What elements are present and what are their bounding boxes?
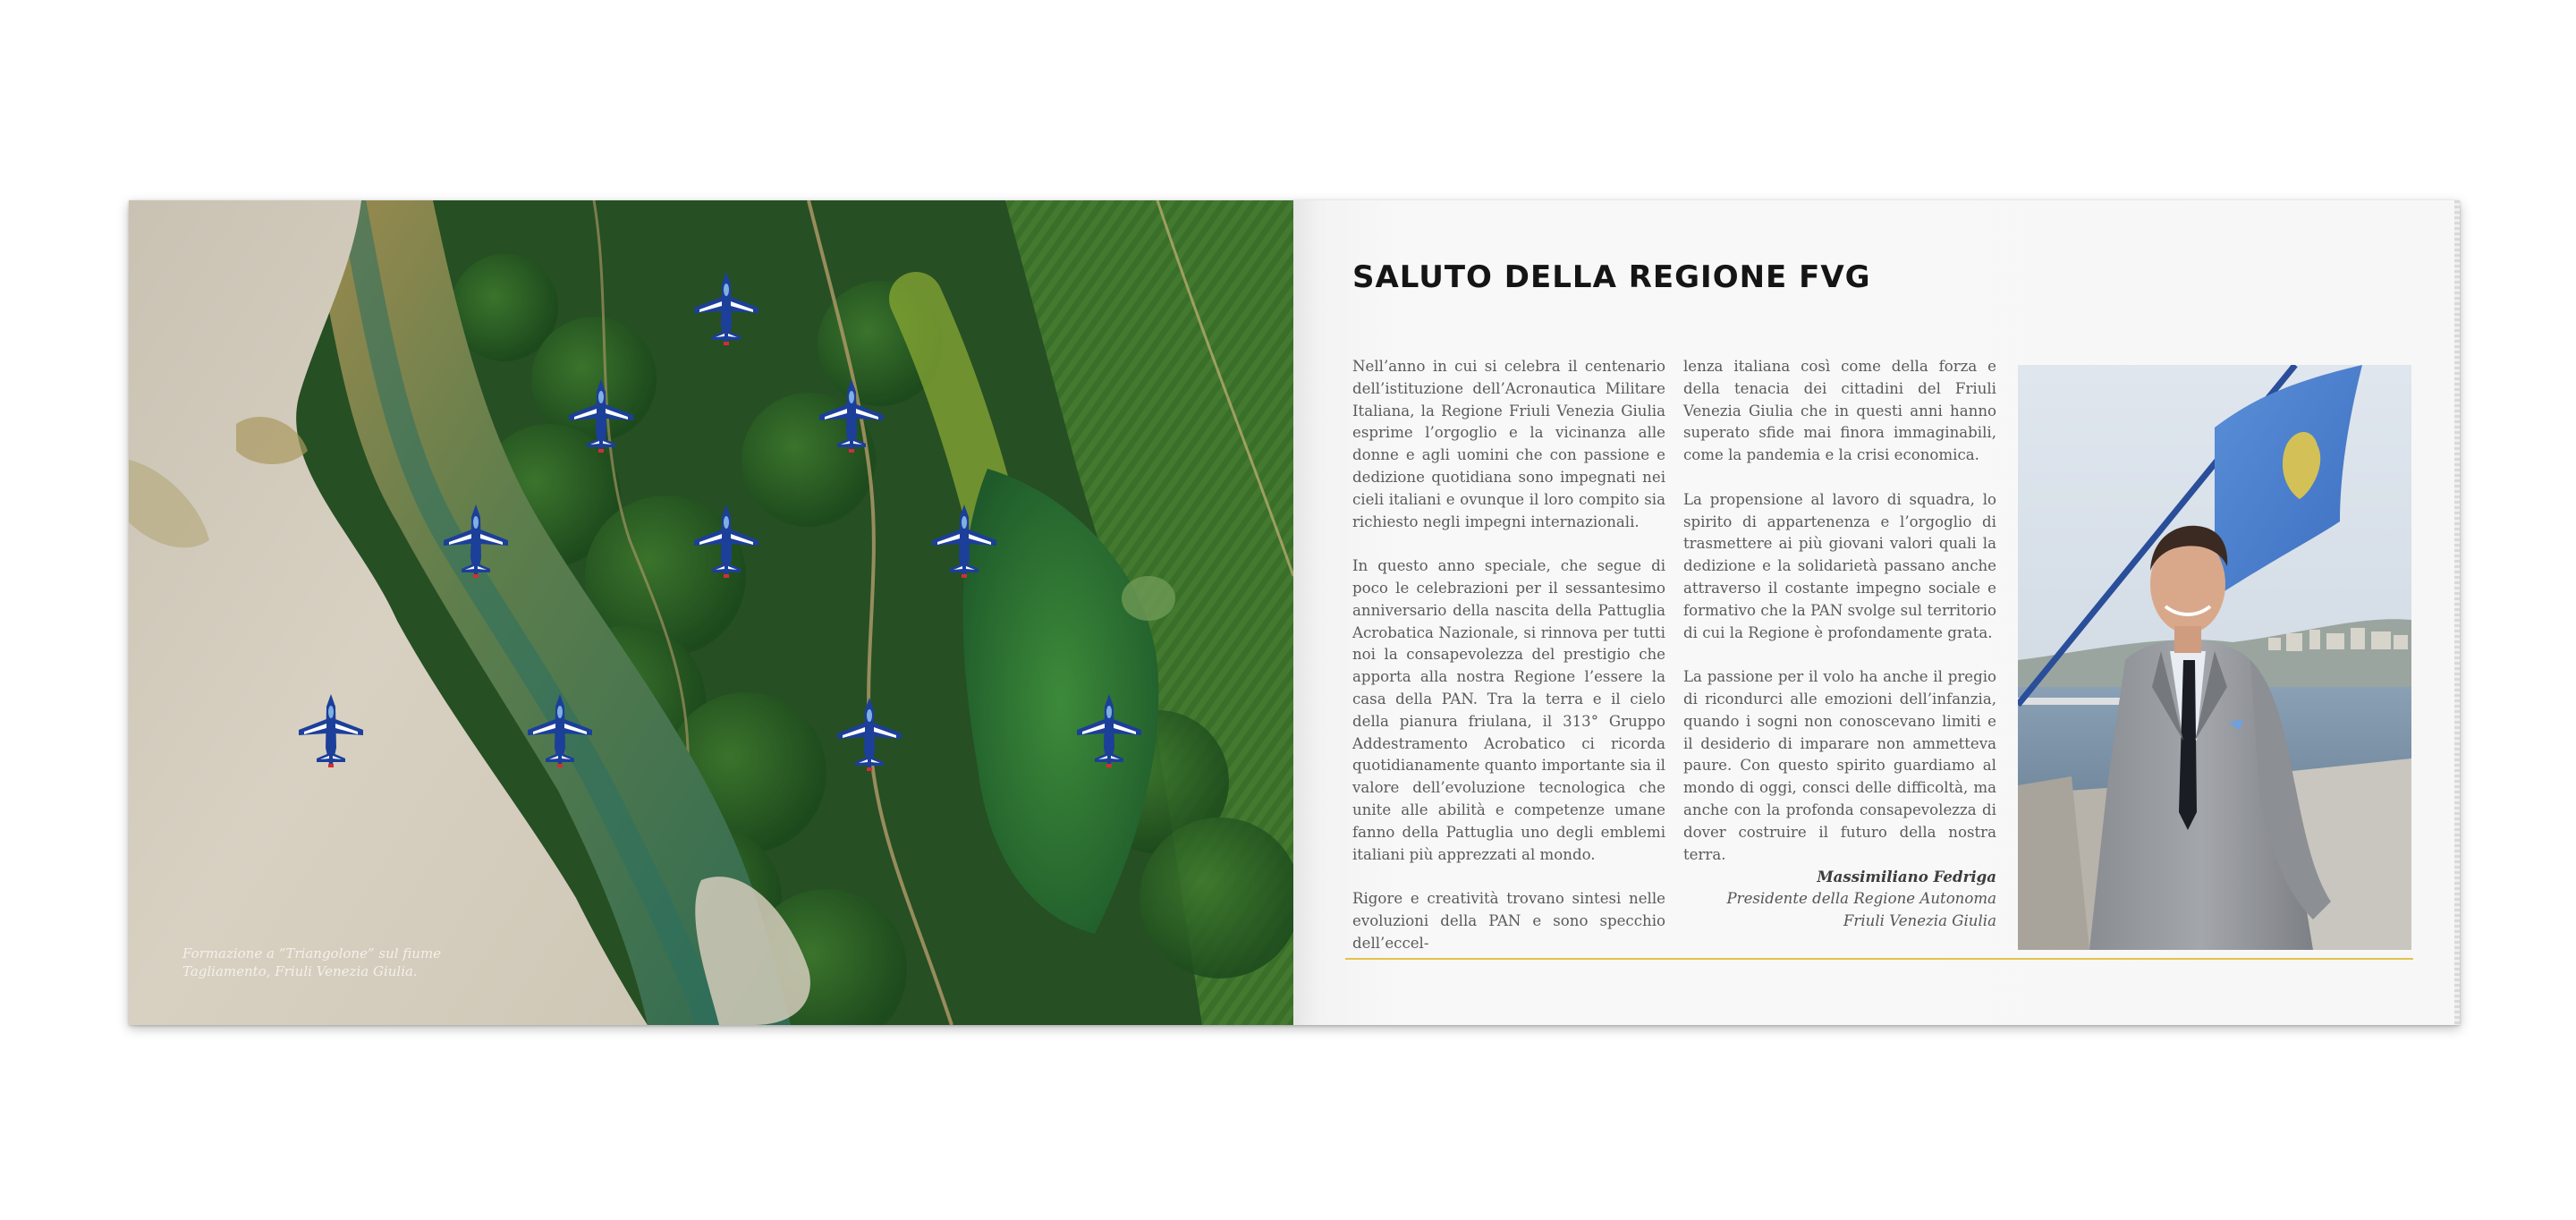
caption-line: Tagliamento, Friuli Venezia Giulia. xyxy=(182,963,418,979)
signature-block xyxy=(1683,866,1996,932)
photo-caption xyxy=(182,945,504,980)
paragraph: In questo anno speciale, che segue di poco le celebrazioni per il sessantesimo anniversario della nascita della Pattuglia Acrobatica Nazionale, si rinnova per tutti noi la consapevolezza del prestigio che apporta alla nostra Regione l’essere la casa della PAN. Tra la terra e il cielo della pianura friulana, il 313° Gruppo Addestramento Acrobatico ci ricorda quotidianamente quanto importante sia il valore dell’evoluzione tecnologica che unite alle abilità e competenze umane fanno della Pattuglia uno degli emblemi italiani più apprezzati al mondo. xyxy=(1352,557,1665,863)
brochure-spread xyxy=(129,200,2460,1025)
text-column-2 xyxy=(1683,356,1996,888)
right-page-text xyxy=(1293,200,2460,1025)
caption-line: Formazione a “Triangolone” sul fiume xyxy=(182,945,442,962)
text-column-1 xyxy=(1352,356,1665,977)
left-page-aerial-photo xyxy=(129,200,1293,1025)
signature-role: Presidente della Regione Autonoma xyxy=(1726,889,1996,907)
paragraph: La passione per il volo ha anche il pregio di ricondurci alle emozioni dell’infanzia, quando i sogni non conoscevano limiti e il desiderio di imparare non ammetteva paure. Con questo spirito guardiamo al mondo di oggi, consci delle difficoltà, ma anche con la profonda consapevolezza di dover costruire il futuro della nostra terra. xyxy=(1683,668,1996,863)
paragraph: lenza italiana così come della forza e della tenacia dei cittadini del Friuli Venezia Giulia che in questi anni hanno superato sfide mai finora immaginabili, come la pandemia e la crisi economica. xyxy=(1683,358,1996,464)
paragraph: Nell’anno in cui si celebra il centenario dell’istituzione dell’Acronautica Militare Italiana, la Regione Friuli Venezia Giulia esprime l’orgoglio e la vicinanza alle donne e agli uomini che con passione e dedizione quotidiana sono impegnati nei cieli italiani e ovunque il loro compito sia richiesto negli impegni internazionali. xyxy=(1352,358,1665,530)
paragraph: Rigore e creatività trovano sintesi nelle evoluzioni della PAN e sono specchio dell’eccel- xyxy=(1352,890,1665,952)
signature-region: Friuli Venezia Giulia xyxy=(1843,911,1996,929)
signature-name: Massimiliano Fedriga xyxy=(1817,868,1996,885)
portrait-photo xyxy=(2018,365,2411,950)
page-title: SALUTO DELLA REGIONE FVG xyxy=(1352,259,1871,295)
paragraph: La propensione al lavoro di squadra, lo spirito di appartenenza e l’orgoglio di trasmettere ai più giovani valori quali la dedizione e la solidarietà passano anche attraverso il costante impegno sociale e formativo che la PAN svolge sul territorio di cui la Regione è profondamente grata. xyxy=(1683,490,1996,641)
portrait-with-flag-image xyxy=(2018,365,2411,950)
aerial-river-photo xyxy=(129,200,1293,1025)
gold-divider-rule xyxy=(1345,958,2413,960)
